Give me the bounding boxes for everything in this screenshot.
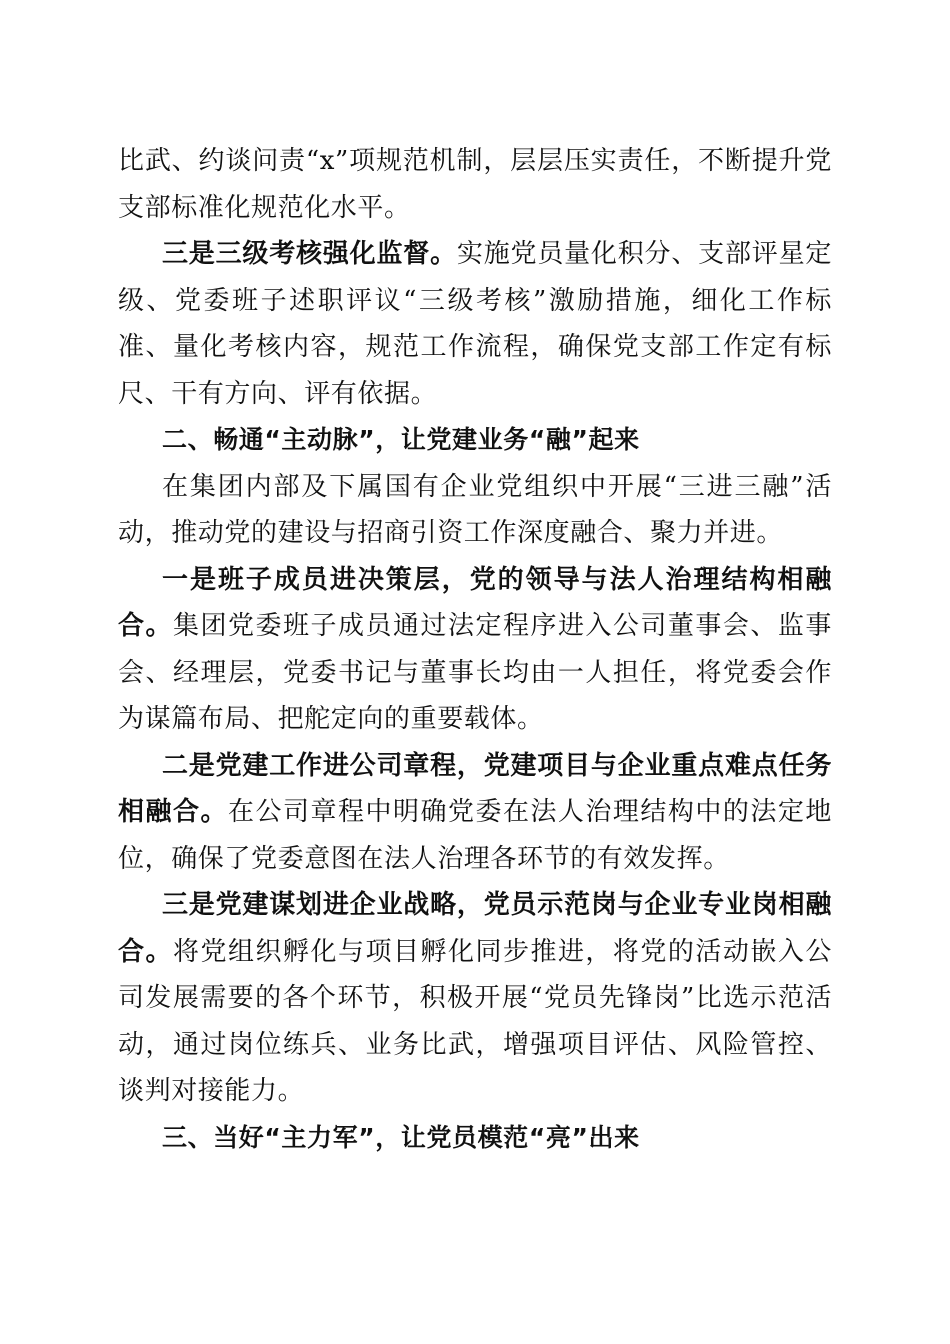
paragraph-lead: 二是党建工作进公司章程，党建项目与企业重点难点任务相融合。 [118,750,832,827]
paragraph-text: 在集团内部及下属国有企业党组织中开展“三进三融”活动，推动党的建设与招商引资工作深度融合、聚力并进。 [118,471,832,548]
paragraph-point-2 [118,743,832,883]
paragraph-three-level-assessment [118,231,832,417]
paragraph-point-3 [118,882,832,1115]
paragraph-text: 比武、约谈问责“x”项规范机制，层层压实责任，不断提升党支部标准化规范化水平。 [118,146,832,223]
paragraph-text: 集团党委班子成员通过法定程序进入公司董事会、监事会、经理层，党委书记与董事长均由一人担任，将党委会作为谋篇布局、把舵定向的重要载体。 [118,611,832,734]
paragraph-lead: 一是班子成员进决策层，党的领导与法人治理结构相融合。 [118,564,832,641]
paragraph-continuation [118,138,832,231]
paragraph-text: 在公司章程中明确党委在法人治理结构中的法定地位，确保了党委意图在法人治理各环节的有效发挥。 [118,797,832,874]
paragraph-lead: 三是三级考核强化监督。 [162,239,457,269]
paragraph-point-1 [118,557,832,743]
document-page [118,138,832,1161]
paragraph-lead: 三是党建谋划进企业战略，党员示范岗与企业专业岗相融合。 [118,890,832,967]
section-heading-text: 二、畅通“主动脉”，让党建业务“融”起来 [162,425,640,454]
paragraph-intro [118,464,832,557]
section-heading-3 [118,1115,832,1162]
section-heading-text: 三、当好“主力军”，让党员模范“亮”出来 [162,1122,640,1152]
section-heading-2 [118,417,832,464]
paragraph-text: 实施党员量化积分、支部评星定级、党委班子述职评议“三级考核”激励措施，细化工作标准、量化考核内容，规范工作流程，确保党支部工作定有标尺、干有方向、评有依据。 [118,239,832,409]
paragraph-text: 将党组织孵化与项目孵化同步推进，将党的活动嵌入公司发展需要的各个环节，积极开展“党员先锋岗”比选示范活动，通过岗位练兵、业务比武，增强项目评估、风险管控、谈判对接能力。 [118,936,832,1106]
